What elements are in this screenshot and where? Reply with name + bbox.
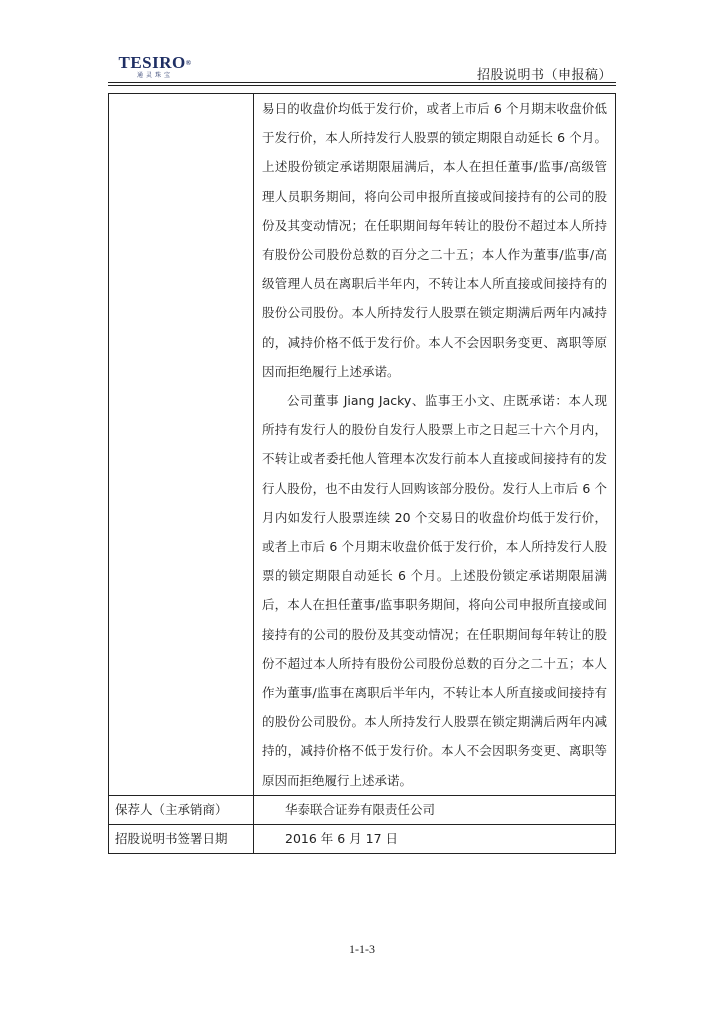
- issuance-info-table: [108, 93, 616, 854]
- table-row-sign-date: [109, 824, 616, 853]
- sign-date-value: 2016 年 6 月 17 日: [285, 830, 399, 846]
- header-divider: [108, 82, 616, 83]
- table-row-commitments: [109, 94, 616, 796]
- page-number: 1-1-3: [349, 942, 375, 956]
- header-divider-thick: [108, 85, 616, 86]
- table-row-sponsor: [109, 795, 616, 824]
- sponsor-label: 保荐人（主承销商）: [109, 795, 254, 824]
- commitment-content-cell: [254, 94, 616, 796]
- empty-label-cell: [109, 94, 254, 796]
- company-logo: [118, 54, 192, 80]
- sign-date-label: 招股说明书签署日期: [109, 824, 254, 853]
- logo-subtitle: 通灵珠宝: [136, 72, 173, 79]
- sponsor-value: 华泰联合证券有限责任公司: [285, 801, 436, 817]
- document-title: 招股说明书（申报稿）: [476, 68, 612, 83]
- logo-text: TESIRO®: [118, 53, 192, 72]
- lockup-continuation-paragraph: 易日的收盘价均低于发行价，或者上市后 6 个月期末收盘价低于发行价，本人所持发行人股票的锁定期限自动延长 6 个月。上述股份锁定承诺期限届满后，本人在担任董事/监事/高级管理人员职务期间，将向公司申报所直接或间接持有的公司的股份及其变动情况；在任职期间每年转让的股份不超过本人所持有股份公司股份总数的百分之二十五；本人作为董事/监事/高级管理人员在离职后半年内，不转让本人所直接或间接持有的股份公司股份。本人所持发行人股票在锁定期满后两年内减持的，减持价格不低于发行价。本人不会因职务变更、离职等原因而拒绝履行上述承诺。: [262, 101, 607, 379]
- director-commitment-paragraph: 公司董事 Jiang Jacky、监事王小文、庄既承诺：本人现所持有发行人的股份自发行人股票上市之日起三十六个月内，不转让或者委托他人管理本次发行前本人直接或间接持有的发行人股份，也不由发行人回购该部分股份。发行人上市后 6 个月内如发行人股票连续 20 个交易日的收盘价均低于发行价，或者上市后 6 个月期末收盘价低于发行价，本人所持发行人股票的锁定期限自动延长 6 个月。上述股份锁定承诺期限届满后，本人在担任董事/监事职务期间，将向公司申报所直接或间接持有的公司的股份及其变动情况；在任职期间每年转让的股份不超过本人所持有股份公司股份总数的百分之二十五；本人作为董事/监事在离职后半年内，不转让本人所直接或间接持有的股份公司股份。本人所持发行人股票在锁定期满后两年内减持的，减持价格不低于发行价。本人不会因职务变更、离职等原因而拒绝履行上述承诺。: [262, 393, 607, 788]
